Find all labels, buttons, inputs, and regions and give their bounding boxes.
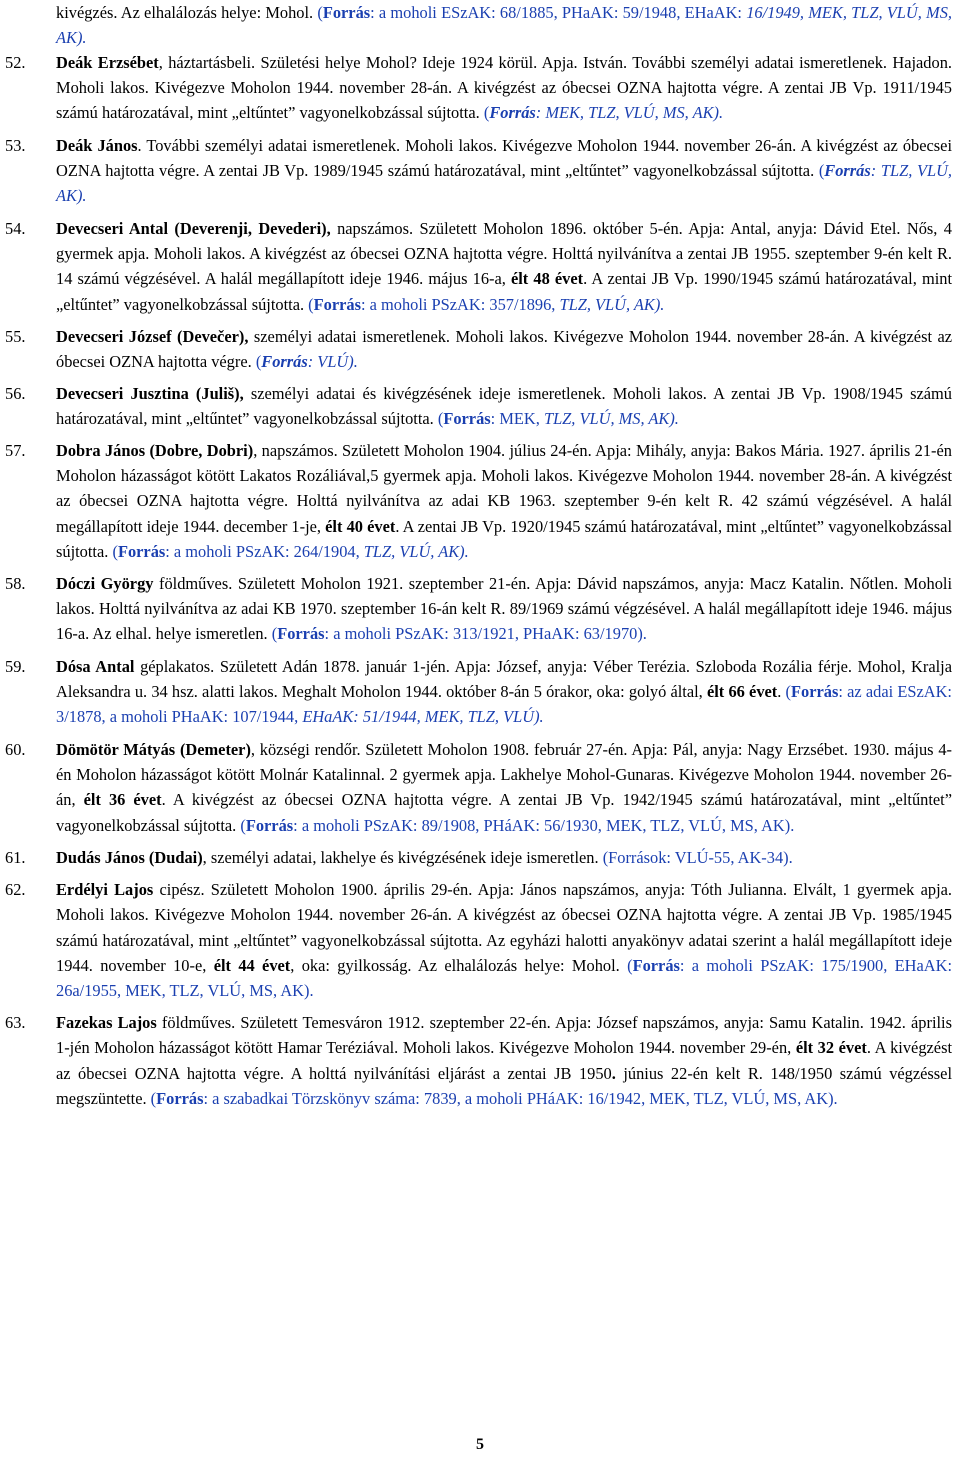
age-at-death: élt 44 évet [213, 955, 291, 975]
entry-number: 55. [5, 327, 26, 346]
source-text: : TLZ, VLÚ, AK). [56, 161, 953, 206]
entry-text: , községi rendőr. Született Moholon 1908. február 27-én. Apja: Pál, anyja: Nagy Erzsébet. 1930. május 4-én Moholon házasságot kötött Molnár Katalinnal. 2 gyermek apja. Lakhelye Mohol-Gunaras. Kivégezve Moholon 1944. november 26-án, [56, 740, 952, 810]
entries-continued [0, 845, 952, 1118]
source-bracket: ( [437, 409, 444, 429]
list-item [0, 133, 952, 209]
source-text-italic: 16/1949, MEK, TLZ, VLÚ, MS, AK). [56, 3, 952, 48]
page-number: 5 [476, 1436, 484, 1453]
entry-number: 54. [5, 219, 26, 238]
entry-text: napszámos. Született Moholon 1896. október 5-én. Apja: Antal, anyja: Dávid Etel. Nős, 4 gyermek apja. Moholi lakos. A kivégzést az óbecsei OZNA hajtotta végre. Holttá nyilvánítva a zentai JB 1955. szeptember 9-én kelt R. 14 számú végzésével. A halál megállapított ideje 1946. május 16-a, [56, 219, 953, 289]
source-bracket: ( [483, 103, 490, 123]
source-text: : a moholi ESzAK: 68/1885, PHaAK: 59/1948, EHaAK: [370, 3, 747, 22]
person-name: Fazekas Lajos [56, 1013, 157, 1033]
entry-text: , oka: gyilkosság. Az elhalálozás helye: Mohol. [290, 955, 628, 975]
entry-text: június 22-én kelt R. 148/1950 számú végzéssel megszüntette. [56, 1063, 952, 1108]
source-label: Forrás [156, 1088, 204, 1108]
source-label: Forrás [824, 161, 871, 181]
person-name: Devecseri Jusztina (Juliš), [56, 384, 244, 403]
person-name: Dósa Antal [56, 657, 135, 676]
entry-text: . További személyi adatai ismeretlenek. Moholi lakos. Kivégezve Moholon 1944. november 26-án. A kivégzést az óbecsei OZNA hajtotta végre. A zentai JB Vp. 1989/1945 számú határozatával, mint „eltűntet” vagyonelkobzással sújtotta. [56, 136, 952, 181]
list-item [0, 845, 952, 870]
entry-number: 53. [5, 136, 26, 155]
source-label: Forrás [632, 955, 680, 975]
source-text: : az adai ESzAK: 3/1878, a moholi PHaAK: 107/1944, [56, 682, 952, 727]
entry-number: 59. [5, 657, 26, 676]
source-text: : MEK, [490, 409, 544, 429]
list-item [0, 50, 952, 126]
entry-text: . A zentai JB Vp. 1990/1945 számú határozatával, mint „eltűntet” vagyonelkobzással sújtotta. [56, 269, 952, 314]
source-text-italic: EHaAK: 51/1944, MEK, TLZ, VLÚ). [302, 707, 544, 727]
list-item [0, 654, 952, 730]
entry-text: földműves. Született Moholon 1921. szeptember 21-én. Apja: Dávid napszámos, anyja: Macz Katalin. Nőtlen. Moholi lakos. Holttá nyilvánítva az adai KB 1970. szeptember 16-án kelt R. 89/1969 számú végzésével. A halál megállapított ideje 1946. május 16-a. Az elhal. helye ismeretlen. [56, 574, 952, 644]
list-item [0, 216, 952, 317]
entry-text: . A zentai JB Vp. 1920/1945 számú határozatával, mint „eltűntet” vagyonelkobzással sújtotta. [56, 516, 953, 561]
age-at-death: élt 32 évet [795, 1038, 867, 1058]
entry-text: földműves. Született Temesváron 1912. szeptember 22-én. Apja: József napszámos, anyja: Samu Katalin. 1942. április 1-jén Moholon házasságot kötött Hamar Teréziával. Moholi lakos. Kivégezve Moholon 1944. november 29-én, [56, 1013, 952, 1058]
source-text-italic: TLZ, VLÚ, AK). [363, 541, 469, 561]
person-name: Dobra János (Dobre, Dobri) [56, 441, 254, 460]
person-name: Erdélyi Lajos [56, 880, 154, 900]
person-name: Deák Erzsébet [56, 53, 159, 72]
source-text: : MEK, TLZ, VLÚ, MS, AK). [535, 103, 724, 123]
list-item [0, 381, 952, 431]
person-name: Deák János [56, 136, 138, 155]
continued-paragraph [56, 0, 952, 50]
source-bracket: ( [150, 1088, 157, 1108]
source-bracket: ( [317, 3, 323, 22]
list-item [0, 571, 952, 647]
person-name: Dudás János (Dudai) [56, 848, 203, 867]
age-at-death: élt 40 évet [325, 516, 396, 536]
entry-number: 58. [5, 574, 26, 593]
list-item [0, 877, 952, 1003]
source-label: Forrás [791, 682, 839, 702]
source-bracket: ( [255, 352, 262, 372]
entry-text: cipész. Született Moholon 1900. április 29-én. Apja: János napszámos, anyja: Tóth Julianna. Elvált, 1 gyermek apja. Moholi lakos. Kivégezve Moholon 1944. november 26-án. A kivégzést az óbecsei OZNA hajtotta végre. A zentai JB Vp. 1985/1945 számú határozatával, mint „eltűntet” vagyonelkobzással sújtotta. Az egyházi halotti anyakönyv adatai szerint a halál megállapított ideje 1944. november 10-e, [56, 880, 952, 975]
source-bracket: ( [785, 682, 792, 702]
entry-text: , háztartásbeli. Születési helye Mohol? Ideje 1924 körül. Apja. István. További személyi adatai ismeretlenek. Hajadon. Moholi lakos. Kivégezve Moholon 1944. november 28-án. A kivégzést az óbecsei OZNA hajtotta végre. A zentai JB Vp. 1911/1945 számú határozatával, mint „eltűntet” vagyonelkobzással sújtotta. [56, 53, 952, 123]
source-label: Forrás [443, 409, 491, 429]
source-label: Forrás [322, 3, 371, 22]
source-bracket: ( [818, 161, 825, 181]
entry-text: . [777, 682, 786, 702]
paragraph-text: kivégzés. Az elhalálozás helye: Mohol. [56, 3, 318, 22]
entry-text: , napszámos. Született Moholon 1904. július 24-én. Apja: Mihály, anyja: Bakos Mária. 1927. április 21-én Moholon házasságot kötött Lakatos Rozáliával,5 gyermek apja. Moholi lakos. Kivégezve Moholon 1944. november 28-án. A kivégzést az óbecsei OZNA hajtotta végre. Holttá nyilvánítva az adai KB 1963. szeptember 9-én kelt R. 42 számú végzésével. A halál megállapított ideje 1944. december 1-je, [56, 441, 952, 536]
entry-number: 57. [5, 441, 26, 460]
entry-text: . A kivégzést az óbecsei OZNA hajtotta végre. A zentai JB Vp. 1942/1945 számú határozatával, mint „eltűntet” vagyonelkobzással sújtotta. [56, 790, 952, 835]
person-name: Devecseri Antal (Deverenji, Devederi), [56, 219, 331, 238]
source-text-italic: TLZ, VLÚ, MS, AK). [543, 409, 679, 429]
list-item [0, 737, 952, 838]
source-label: Forrás [245, 815, 294, 835]
person-name: Dóczi György [56, 574, 154, 593]
source-bracket: ( [271, 624, 278, 644]
list-item [0, 1010, 952, 1111]
entry-text: géplakatos. Született Adán 1878. január 1-jén. Apja: József, anyja: Véber Terézia. Szloboda Rozália férje. Mohol, Kralja Aleksandra u. 34 hsz. alatti lakos. Meghalt Moholon 1944. október 8-án 5 órakor, oka: golyó által, [56, 657, 952, 702]
list-item [0, 324, 952, 374]
entry-text: személyi adatai és kivégzésének ideje ismeretlenek. Moholi lakos. A zentai JB Vp. 1908/1945 számú határozatával, mint „eltűntet” vagyonelkobzással sújtotta. [56, 384, 952, 429]
source-bracket: ( [112, 541, 118, 561]
entry-number: 60. [5, 740, 26, 759]
source-text: : a szabadkai Törzskönyv száma: 7839, a moholi PHáAK: 16/1942, MEK, TLZ, VLÚ, MS, AK). [203, 1088, 838, 1108]
entry-text: . [611, 1063, 624, 1083]
source-bracket: ( [627, 955, 633, 975]
source-text: (Források: VLÚ-55, AK-34). [602, 848, 793, 867]
source-bracket: ( [308, 294, 314, 314]
source-label: Forrás [313, 294, 361, 314]
person-name: Dömötör Mátyás (Demeter) [56, 740, 251, 759]
source-text: : VLÚ). [307, 352, 358, 372]
entry-text: személyi adatai ismeretlenek. Moholi lakos. Kivégezve Moholon 1944. november 28-án. A kivégzést az óbecsei OZNA hajtotta végre. [56, 327, 952, 372]
source-text: : a moholi PSzAK: 357/1896, [360, 294, 560, 314]
source-text: : a moholi PSzAK: 175/1900, EHaAK: 26a/1955, MEK, TLZ, VLÚ, MS, AK). [56, 955, 953, 1001]
source-text: : a moholi PSzAK: 264/1904, [165, 541, 364, 561]
entry-number: 61. [5, 848, 26, 867]
entry-number: 52. [5, 53, 26, 72]
source-text: : a moholi PSzAK: 313/1921, PHaAK: 63/1970). [324, 624, 647, 644]
entry-number: 56. [5, 384, 26, 403]
person-name: Devecseri József (Devečer), [56, 327, 249, 346]
source-text-italic: TLZ, VLÚ, AK). [559, 294, 665, 314]
entry-number: 63. [5, 1013, 26, 1033]
age-at-death: élt 66 évet [706, 682, 778, 702]
source-label: Forrás [261, 352, 308, 372]
source-bracket: ( [240, 815, 246, 835]
age-at-death: élt 36 évet [83, 790, 162, 810]
entry-number: 62. [5, 880, 26, 900]
source-label: Forrás [277, 624, 325, 644]
entry-text: , személyi adatai, lakhelye és kivégzésének ideje ismeretlen. [202, 848, 603, 867]
entry-text: . A kivégzést az óbecsei OZNA hajtotta végre. A holttá nyilvánítási eljárást a zentai JB 1950 [56, 1038, 953, 1083]
source-text: : a moholi PSzAK: 89/1908, PHáAK: 56/1930, MEK, TLZ, VLÚ, MS, AK). [293, 815, 795, 835]
list-item [0, 438, 952, 564]
source-label: Forrás [489, 103, 536, 123]
age-at-death: élt 48 évet [510, 269, 584, 289]
source-label: Forrás [117, 541, 166, 561]
